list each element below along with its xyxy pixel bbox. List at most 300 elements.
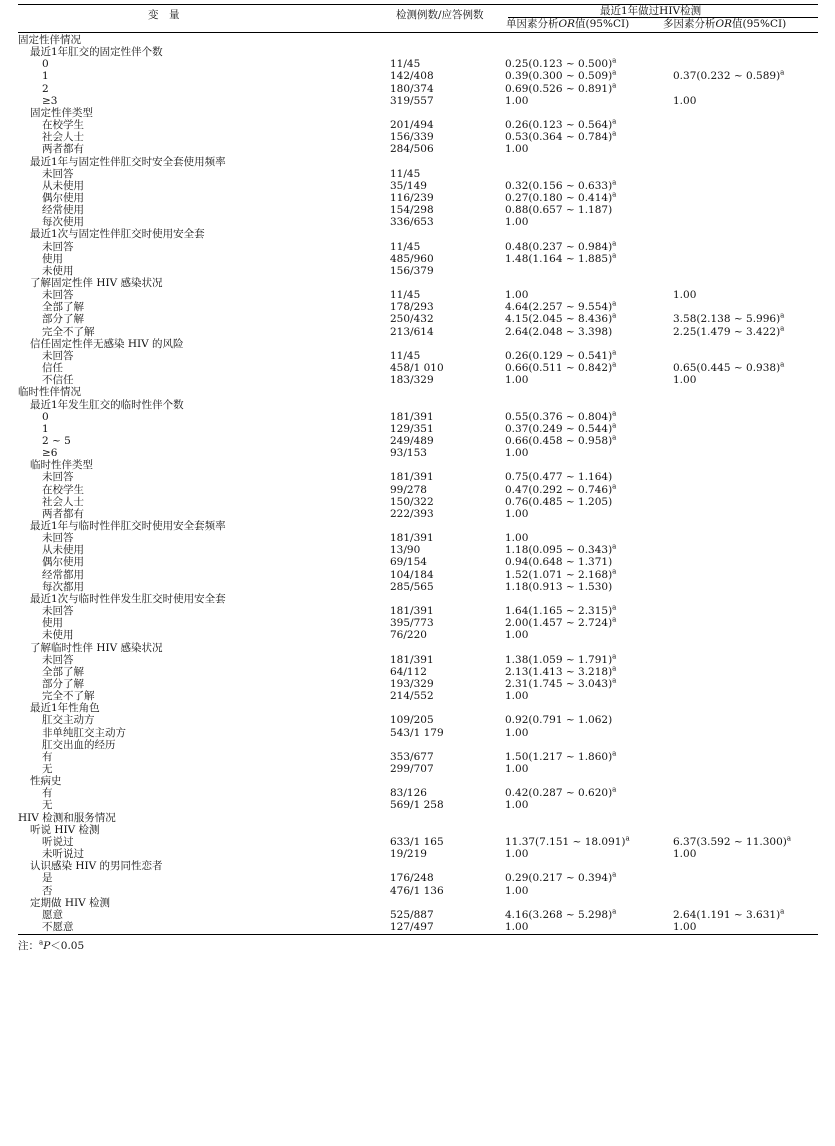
table-row bbox=[18, 447, 818, 459]
significance-mark: a bbox=[612, 421, 617, 430]
row-label: 2 ~ 5 bbox=[42, 434, 71, 447]
table-row bbox=[18, 338, 818, 350]
row-label: 有 bbox=[42, 787, 53, 800]
table-row bbox=[18, 848, 818, 860]
table-row bbox=[18, 83, 818, 95]
significance-mark: a bbox=[612, 409, 617, 418]
row-univariate-or: 0.92(0.791 ~ 1.062) bbox=[505, 714, 613, 727]
significance-mark: a bbox=[612, 299, 617, 308]
table-row bbox=[18, 544, 818, 556]
table-row bbox=[18, 326, 818, 338]
row-univariate-or: 2.00(1.457 ~ 2.724)$^a$ bbox=[505, 615, 617, 630]
table-row bbox=[18, 763, 818, 775]
row-univariate-or: 1.00 bbox=[505, 884, 529, 897]
row-univariate-or: 0.26(0.129 ~ 0.541)$^a$ bbox=[505, 348, 617, 362]
row-label: 1 bbox=[42, 70, 49, 83]
significance-mark: a bbox=[612, 907, 617, 916]
table-row bbox=[18, 860, 818, 872]
row-univariate-or: 1.00 bbox=[505, 507, 529, 520]
row-count: 476/1 136 bbox=[390, 884, 444, 897]
row-label: 最近1年与固定性伴肛交时安全套使用频率 bbox=[30, 155, 226, 168]
row-count: 11/45 bbox=[390, 240, 421, 253]
table-row bbox=[18, 192, 818, 204]
significance-mark: a bbox=[612, 664, 617, 673]
table-row bbox=[18, 313, 818, 325]
row-univariate-or: 1.64(1.165 ~ 2.315)$^a$ bbox=[505, 603, 617, 618]
row-label: 认识感染 HIV 的男同性恋者 bbox=[30, 860, 163, 873]
row-univariate-or: 1.48(1.164 ~ 1.885)$^a$ bbox=[505, 251, 617, 265]
row-count: 93/153 bbox=[390, 447, 427, 460]
table-note: 注：$^a$P＜0.05 bbox=[18, 938, 85, 953]
row-count: 35/149 bbox=[390, 179, 427, 192]
significance-mark: a bbox=[612, 870, 617, 879]
row-label: 最近1次与固定性伴肛交时使用安全套 bbox=[30, 228, 205, 241]
row-label: 在校学生 bbox=[42, 483, 84, 496]
row-univariate-or: 1.00 bbox=[505, 848, 529, 861]
row-count: 116/239 bbox=[390, 191, 434, 204]
row-univariate-or: 1.00 bbox=[505, 799, 529, 812]
row-univariate-or: 1.18(0.913 ~ 1.530) bbox=[505, 580, 613, 593]
table-row bbox=[18, 581, 818, 593]
row-count: 109/205 bbox=[390, 714, 434, 727]
row-univariate-or: 1.18(0.095 ~ 0.343)$^a$ bbox=[505, 542, 617, 557]
row-univariate-or: 4.64(2.257 ~ 9.554)$^a$ bbox=[505, 299, 617, 314]
table-row bbox=[18, 131, 818, 143]
table-row bbox=[18, 374, 818, 386]
table-row bbox=[18, 435, 818, 447]
row-univariate-or: 0.76(0.485 ~ 1.205) bbox=[505, 495, 613, 508]
row-count: 180/374 bbox=[390, 82, 434, 95]
table-row bbox=[18, 34, 818, 46]
table-row bbox=[18, 520, 818, 532]
header-multivariate: 多因素分析OR值(95%CI) bbox=[663, 18, 787, 30]
row-label: 最近1年肛交的固定性伴个数 bbox=[30, 46, 163, 59]
row-label: 社会人士 bbox=[42, 495, 84, 508]
row-label: 未使用 bbox=[42, 264, 74, 277]
row-multivariate-or: 6.37(3.592 ~ 11.300)$^a$ bbox=[673, 834, 792, 848]
significance-mark: a bbox=[786, 834, 792, 843]
table-row bbox=[18, 289, 818, 301]
table-row bbox=[18, 569, 818, 581]
significance-mark: a bbox=[612, 68, 617, 77]
row-label: 性病史 bbox=[30, 775, 62, 788]
table-row bbox=[18, 228, 818, 240]
row-count: 353/677 bbox=[390, 750, 434, 763]
row-univariate-or: 0.48(0.237 ~ 0.984)$^a$ bbox=[505, 239, 617, 253]
row-count: 154/298 bbox=[390, 204, 434, 217]
row-univariate-or: 0.32(0.156 ~ 0.633)$^a$ bbox=[505, 178, 617, 192]
row-label: 听说 HIV 检测 bbox=[30, 823, 100, 836]
significance-mark: a bbox=[612, 482, 617, 491]
row-multivariate-or: 1.00 bbox=[673, 848, 697, 861]
significance-mark: a bbox=[612, 129, 617, 138]
row-multivariate-or: 0.65(0.445 ~ 0.938)$^a$ bbox=[673, 360, 785, 375]
row-label: 全部了解 bbox=[42, 301, 84, 314]
table-row bbox=[18, 702, 818, 714]
row-count: 299/707 bbox=[390, 763, 434, 775]
row-count: 336/653 bbox=[390, 216, 434, 229]
row-count: 19/219 bbox=[390, 848, 427, 861]
significance-mark: a bbox=[612, 251, 617, 260]
row-label: 全部了解 bbox=[42, 665, 84, 678]
significance-mark: a bbox=[612, 117, 617, 126]
row-multivariate-or: 3.58(2.138 ~ 5.996)$^a$ bbox=[673, 311, 785, 326]
row-label: 两者都有 bbox=[42, 507, 84, 520]
row-label: 经常都用 bbox=[42, 568, 84, 581]
significance-mark: a bbox=[612, 190, 617, 199]
row-univariate-or: 0.66(0.458 ~ 0.958)$^a$ bbox=[505, 433, 617, 447]
table-row bbox=[18, 654, 818, 666]
table-row bbox=[18, 423, 818, 435]
row-count: 183/329 bbox=[390, 374, 434, 387]
table-row bbox=[18, 739, 818, 751]
row-univariate-or: 0.94(0.648 ~ 1.371) bbox=[505, 556, 613, 569]
row-count: 181/391 bbox=[390, 471, 434, 484]
row-label: ≥6 bbox=[42, 447, 58, 460]
table-row bbox=[18, 471, 818, 483]
row-univariate-or: 4.16(3.268 ~ 5.298)$^a$ bbox=[505, 907, 617, 921]
row-univariate-or: 1.00 bbox=[505, 763, 529, 775]
row-univariate-or: 0.27(0.180 ~ 0.414)$^a$ bbox=[505, 190, 617, 204]
row-label: 最近1年与临时性伴肛交时使用安全套频率 bbox=[30, 520, 226, 532]
table-row bbox=[18, 204, 818, 216]
row-univariate-or: 0.55(0.376 ~ 0.804)$^a$ bbox=[505, 409, 617, 423]
table-row bbox=[18, 532, 818, 544]
row-label: 未回答 bbox=[42, 289, 74, 302]
row-label: 无 bbox=[42, 799, 53, 812]
significance-mark: a bbox=[612, 567, 617, 576]
bottom-rule bbox=[18, 934, 818, 935]
row-count: 104/184 bbox=[390, 568, 434, 581]
significance-mark: a bbox=[612, 239, 617, 248]
header-univariate: 单因素分析OR值(95%CI) bbox=[506, 18, 630, 30]
row-count: 319/557 bbox=[390, 94, 434, 107]
row-count: 13/90 bbox=[390, 544, 421, 557]
row-univariate-or: 0.66(0.511 ~ 0.842)$^a$ bbox=[505, 360, 617, 375]
row-count: 222/393 bbox=[390, 507, 434, 520]
row-count: 633/1 165 bbox=[390, 835, 444, 848]
row-label: 有 bbox=[42, 750, 53, 763]
row-univariate-or: 1.00 bbox=[505, 94, 529, 107]
table-row bbox=[18, 836, 818, 848]
table-row bbox=[18, 46, 818, 58]
row-univariate-or: 0.25(0.123 ~ 0.500)$^a$ bbox=[505, 56, 617, 71]
row-count: 127/497 bbox=[390, 920, 434, 933]
row-label: 2 bbox=[42, 82, 49, 95]
row-count: 285/565 bbox=[390, 580, 434, 593]
table-row bbox=[18, 642, 818, 654]
row-label: 最近1次与临时性伴发生肛交时使用安全套 bbox=[30, 592, 226, 605]
row-label: 信任固定性伴无感染 HIV 的风险 bbox=[30, 337, 184, 350]
table-row bbox=[18, 617, 818, 629]
row-multivariate-or: 1.00 bbox=[673, 374, 697, 387]
row-label: 定期做 HIV 检测 bbox=[30, 896, 111, 909]
row-univariate-or: 0.53(0.364 ~ 0.784)$^a$ bbox=[505, 129, 617, 144]
row-univariate-or: 2.31(1.745 ~ 3.043)$^a$ bbox=[505, 676, 617, 690]
row-count: 543/1 179 bbox=[390, 726, 444, 739]
table-row bbox=[18, 216, 818, 228]
row-count: 213/614 bbox=[390, 325, 434, 338]
table-row bbox=[18, 241, 818, 253]
table-row bbox=[18, 459, 818, 471]
table-row bbox=[18, 70, 818, 82]
row-label: 最近1年发生肛交的临时性伴个数 bbox=[30, 398, 184, 411]
table-row bbox=[18, 265, 818, 277]
table-row bbox=[18, 666, 818, 678]
row-count: 569/1 258 bbox=[390, 799, 444, 812]
row-label: 1 bbox=[42, 422, 49, 435]
table-row bbox=[18, 119, 818, 131]
row-multivariate-or: 0.37(0.232 ~ 0.589)$^a$ bbox=[673, 68, 785, 83]
row-count: 201/494 bbox=[390, 119, 434, 132]
significance-mark: a bbox=[780, 324, 785, 333]
row-univariate-or: 0.75(0.477 ~ 1.164) bbox=[505, 471, 613, 484]
row-count: 395/773 bbox=[390, 617, 434, 630]
row-label: 肛交主动方 bbox=[42, 714, 95, 727]
table-row bbox=[18, 350, 818, 362]
row-label: 不信任 bbox=[42, 374, 74, 387]
significance-mark: a bbox=[612, 749, 617, 758]
row-label: 偶尔使用 bbox=[42, 191, 84, 204]
row-label: 是 bbox=[42, 872, 53, 885]
table-row bbox=[18, 399, 818, 411]
row-count: 11/45 bbox=[390, 289, 421, 302]
row-label: 无 bbox=[42, 763, 53, 775]
row-label: 未回答 bbox=[42, 349, 74, 362]
significance-mark: a bbox=[780, 907, 785, 916]
table-row bbox=[18, 180, 818, 192]
row-label: 不愿意 bbox=[42, 920, 74, 933]
table-row bbox=[18, 362, 818, 374]
row-univariate-or: 0.69(0.526 ~ 0.891)$^a$ bbox=[505, 81, 617, 95]
table-row bbox=[18, 107, 818, 119]
row-count: 181/391 bbox=[390, 605, 434, 618]
row-label: 固定性伴类型 bbox=[30, 106, 93, 119]
table-row bbox=[18, 496, 818, 508]
table-row bbox=[18, 168, 818, 180]
row-count: 142/408 bbox=[390, 70, 434, 83]
row-label: 两者都有 bbox=[42, 143, 84, 156]
row-univariate-or: 1.00 bbox=[505, 726, 529, 739]
row-label: 了解固定性伴 HIV 感染状况 bbox=[30, 277, 163, 289]
table-row bbox=[18, 799, 818, 811]
row-label: 社会人士 bbox=[42, 131, 84, 144]
row-label: 未回答 bbox=[42, 471, 74, 484]
row-label: 使用 bbox=[42, 617, 63, 630]
row-univariate-or: 2.13(1.413 ~ 3.218)$^a$ bbox=[505, 664, 617, 678]
row-univariate-or: 1.50(1.217 ~ 1.860)$^a$ bbox=[505, 749, 617, 763]
table-row bbox=[18, 484, 818, 496]
header-group: 最近1年做过HIV检测 bbox=[600, 5, 702, 17]
significance-mark: a bbox=[780, 360, 785, 369]
row-multivariate-or: 1.00 bbox=[673, 289, 697, 302]
row-count: 83/126 bbox=[390, 787, 427, 800]
row-multivariate-or: 1.00 bbox=[673, 94, 697, 107]
header-bottom-rule bbox=[18, 32, 818, 33]
table-row bbox=[18, 301, 818, 313]
table-row bbox=[18, 678, 818, 690]
row-univariate-or: 1.00 bbox=[505, 920, 529, 933]
table-row bbox=[18, 751, 818, 763]
row-label: 偶尔使用 bbox=[42, 556, 84, 569]
row-count: 11/45 bbox=[390, 167, 421, 180]
row-count: 64/112 bbox=[390, 665, 427, 678]
row-univariate-or: 1.00 bbox=[505, 447, 529, 460]
row-count: 181/391 bbox=[390, 410, 434, 423]
row-label: 临时性伴情况 bbox=[18, 386, 81, 399]
significance-mark: a bbox=[612, 178, 617, 187]
row-count: 525/887 bbox=[390, 908, 434, 921]
significance-mark: a bbox=[612, 56, 617, 65]
row-label: 未使用 bbox=[42, 629, 74, 642]
row-label: 在校学生 bbox=[42, 119, 84, 132]
table-row bbox=[18, 909, 818, 921]
row-univariate-or: 0.29(0.217 ~ 0.394)$^a$ bbox=[505, 870, 617, 885]
row-label: 使用 bbox=[42, 252, 63, 265]
row-univariate-or: 0.37(0.249 ~ 0.544)$^a$ bbox=[505, 421, 617, 435]
significance-mark: a bbox=[612, 81, 617, 90]
row-univariate-or: 0.47(0.292 ~ 0.746)$^a$ bbox=[505, 482, 617, 496]
row-label: 固定性伴情况 bbox=[18, 34, 81, 46]
significance-mark: a bbox=[612, 348, 617, 357]
table-row bbox=[18, 714, 818, 726]
row-univariate-or: 1.00 bbox=[505, 289, 529, 302]
table-row bbox=[18, 156, 818, 168]
row-univariate-or: 0.26(0.123 ~ 0.564)$^a$ bbox=[505, 117, 617, 132]
row-label: 听说过 bbox=[42, 835, 74, 848]
row-univariate-or: 1.00 bbox=[505, 216, 529, 229]
row-label: 肛交出血的经历 bbox=[42, 738, 116, 751]
row-label: 未回答 bbox=[42, 605, 74, 618]
row-count: 178/293 bbox=[390, 301, 434, 314]
table-row bbox=[18, 556, 818, 568]
significance-mark: a bbox=[612, 615, 617, 624]
table-row bbox=[18, 58, 818, 70]
row-label: 每次都用 bbox=[42, 580, 84, 593]
significance-mark: a bbox=[612, 676, 617, 685]
row-label: 经常使用 bbox=[42, 204, 84, 217]
row-count: 193/329 bbox=[390, 677, 434, 690]
row-multivariate-or: 2.25(1.479 ~ 3.422)$^a$ bbox=[673, 324, 785, 338]
significance-mark: a bbox=[612, 433, 617, 442]
significance-mark: a bbox=[612, 785, 617, 794]
row-count: 76/220 bbox=[390, 629, 427, 642]
row-label: 未回答 bbox=[42, 240, 74, 253]
row-count: 69/154 bbox=[390, 556, 427, 569]
row-count: 99/278 bbox=[390, 483, 427, 496]
row-label: 愿意 bbox=[42, 908, 63, 921]
row-count: 181/391 bbox=[390, 532, 434, 545]
row-label: 非单纯肛交主动方 bbox=[42, 726, 126, 739]
row-count: 458/1 010 bbox=[390, 362, 444, 375]
significance-mark: a bbox=[612, 542, 617, 551]
table-row bbox=[18, 775, 818, 787]
row-univariate-or: 1.00 bbox=[505, 532, 529, 545]
row-label: 0 bbox=[42, 58, 49, 71]
table-row bbox=[18, 386, 818, 398]
row-count: 250/432 bbox=[390, 313, 434, 326]
table-row bbox=[18, 411, 818, 423]
row-univariate-or: 1.00 bbox=[505, 143, 529, 156]
row-label: 完全不了解 bbox=[42, 690, 95, 703]
row-label: 否 bbox=[42, 884, 53, 897]
significance-mark: a bbox=[612, 311, 617, 320]
significance-mark: a bbox=[625, 834, 630, 843]
table-row bbox=[18, 253, 818, 265]
table-row bbox=[18, 872, 818, 884]
table-row bbox=[18, 897, 818, 909]
row-label: 完全不了解 bbox=[42, 325, 95, 338]
row-univariate-or: 11.37(7.151 ~ 18.091)$^a$ bbox=[505, 834, 630, 848]
row-count: 284/506 bbox=[390, 143, 434, 156]
table-row bbox=[18, 921, 818, 933]
row-label: 了解临时性伴 HIV 感染状况 bbox=[30, 641, 163, 654]
table-row bbox=[18, 143, 818, 155]
row-label: 未回答 bbox=[42, 167, 74, 180]
row-label: 未听说过 bbox=[42, 848, 84, 861]
row-univariate-or: 1.52(1.071 ~ 2.168)$^a$ bbox=[505, 567, 617, 581]
row-univariate-or: 0.88(0.657 ~ 1.187) bbox=[505, 204, 613, 217]
row-univariate-or: 1.00 bbox=[505, 690, 529, 703]
table-row bbox=[18, 787, 818, 799]
row-label: 从未使用 bbox=[42, 179, 84, 192]
row-multivariate-or: 2.64(1.191 ~ 3.631)$^a$ bbox=[673, 907, 785, 921]
table-row bbox=[18, 629, 818, 641]
row-label: 从未使用 bbox=[42, 544, 84, 557]
header-count: 检测例数/应答例数 bbox=[396, 9, 484, 21]
table-row bbox=[18, 727, 818, 739]
significance-mark: a bbox=[612, 603, 617, 612]
table-row bbox=[18, 605, 818, 617]
table-row bbox=[18, 824, 818, 836]
row-univariate-or: 1.00 bbox=[505, 629, 529, 642]
significance-mark: a bbox=[612, 360, 617, 369]
row-label: 0 bbox=[42, 410, 49, 423]
row-label: HIV 检测和服务情况 bbox=[18, 811, 116, 824]
row-label: 部分了解 bbox=[42, 677, 84, 690]
row-label: 未回答 bbox=[42, 653, 74, 666]
row-count: 249/489 bbox=[390, 434, 434, 447]
row-count: 156/339 bbox=[390, 131, 434, 144]
significance-mark: a bbox=[780, 311, 785, 320]
row-univariate-or: 1.00 bbox=[505, 374, 529, 387]
row-count: 485/960 bbox=[390, 252, 434, 265]
header-variable: 变 量 bbox=[148, 9, 180, 21]
table-row bbox=[18, 277, 818, 289]
row-label: 信任 bbox=[42, 362, 63, 375]
table-row bbox=[18, 885, 818, 897]
row-count: 176/248 bbox=[390, 872, 434, 885]
row-count: 150/322 bbox=[390, 495, 434, 508]
row-univariate-or: 1.38(1.059 ~ 1.791)$^a$ bbox=[505, 652, 617, 666]
row-univariate-or: 2.64(2.048 ~ 3.398) bbox=[505, 325, 613, 338]
table-row bbox=[18, 95, 818, 107]
table-row bbox=[18, 508, 818, 520]
row-count: 214/552 bbox=[390, 690, 434, 703]
row-label: 临时性伴类型 bbox=[30, 459, 93, 472]
row-label: 部分了解 bbox=[42, 313, 84, 326]
row-label: ≥3 bbox=[42, 94, 58, 107]
significance-mark: a bbox=[612, 652, 617, 661]
table-row bbox=[18, 593, 818, 605]
row-univariate-or: 0.42(0.287 ~ 0.620)$^a$ bbox=[505, 785, 617, 800]
row-count: 11/45 bbox=[390, 349, 421, 362]
table-row bbox=[18, 812, 818, 824]
row-univariate-or: 0.39(0.300 ~ 0.509)$^a$ bbox=[505, 68, 617, 83]
significance-mark: a bbox=[780, 68, 785, 77]
row-count: 181/391 bbox=[390, 653, 434, 666]
row-label: 每次使用 bbox=[42, 216, 84, 229]
